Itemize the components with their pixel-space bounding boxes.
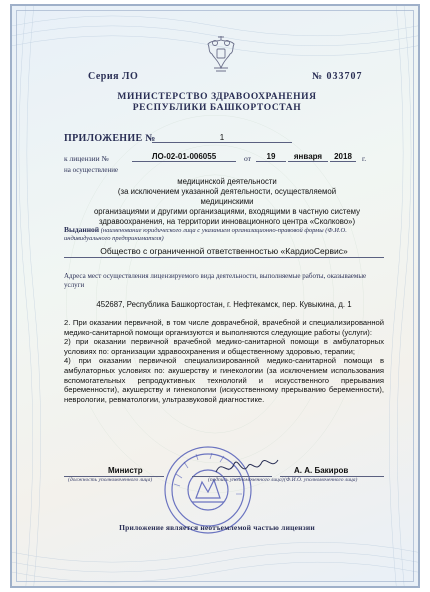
activity-description bbox=[92, 177, 362, 227]
activity-line4: здравоохранения, на территории инновационного центра «Сколково») bbox=[98, 217, 356, 226]
activity-line2: (за исключением указанной деятельности, осуществляемой медицинскими bbox=[117, 187, 337, 206]
appendix-label: ПРИЛОЖЕНИЕ № bbox=[64, 133, 156, 144]
activity-line1: медицинской деятельности bbox=[177, 177, 277, 186]
signatory-position: Министр bbox=[108, 466, 143, 475]
footer-note: Приложение является неотъемлемой частью лицензии bbox=[119, 523, 315, 532]
license-date-year: 2018 bbox=[330, 152, 356, 162]
issued-label-hint: (наименование юридического лица с указанием организационно-правовой формы (Ф.И.О. индивидуального предпринимателя) bbox=[64, 227, 347, 242]
activity-label: на осуществление bbox=[64, 166, 119, 174]
issued-to-label bbox=[64, 226, 384, 243]
organization-name: Общество с ограниченной ответственностью «КардиоСервис» bbox=[64, 246, 384, 258]
license-date-from-label: от bbox=[244, 154, 251, 163]
works-paragraph-1: 2. При оказании первичной, в том числе доврачебной, врачебной и специализированной медико-санитарной помощи организуются и выполняются следующие работы (услуги): bbox=[64, 318, 384, 337]
ministry-title-line1: МИНИСТЕРСТВО ЗДРАВООХРАНЕНИЯ bbox=[117, 92, 317, 102]
appendix-number: 1 bbox=[152, 133, 292, 143]
license-label: к лицензии № bbox=[64, 154, 109, 163]
works-paragraph-2: 2) при оказании первичной врачебной медико-санитарной помощи в амбулаторных условиях по: организации здравоохранения и общественному здоровью, терапии; bbox=[64, 337, 384, 356]
form-number: № 033707 bbox=[312, 71, 363, 82]
series-label: Серия ЛО bbox=[88, 71, 139, 82]
license-year-suffix: г. bbox=[362, 154, 367, 163]
license-date-day: 19 bbox=[256, 152, 286, 162]
issued-label-word: Выданной bbox=[64, 225, 100, 234]
ministry-title-line2: РЕСПУБЛИКИ БАШКОРТОСТАН bbox=[132, 103, 302, 113]
document-frame bbox=[10, 4, 420, 588]
address-value: 452687, Республика Башкортостан, г. Нефтекамск, пер. Кувыкина, д. 1 bbox=[96, 300, 352, 309]
coat-of-arms-icon bbox=[202, 34, 240, 76]
activity-line3: организациями и другими организациями, входящими в частную систему bbox=[93, 207, 361, 216]
ministry-title bbox=[12, 92, 420, 114]
works-paragraph-3: 4) при оказании первичной специализированной медико-санитарной помощи в амбулаторных условиях по: акушерству и гинекологии (за исключением использования вспомогательных репродуктивных технологий и искусственного прерывания беременности), акушерству и гинекологии (искусственному прерыванию беременности), неврологии, ревматологии, ультразвуковой диагностике. bbox=[64, 356, 384, 404]
address-label: Адреса мест осуществления лицензируемого вида деятельности, выполняемые работы, оказываемые услуги bbox=[64, 272, 367, 289]
license-number: ЛО-02-01-006055 bbox=[132, 152, 236, 162]
signatory-name: А. А. Бакиров bbox=[294, 466, 349, 475]
caption-name: (Ф.И.О. уполномоченного лица) bbox=[284, 477, 358, 483]
caption-position: (должность уполномоченного лица) bbox=[68, 477, 153, 483]
license-date-month: января bbox=[288, 152, 328, 162]
caption-signature: (подпись уполномоченного лица) bbox=[208, 477, 284, 483]
works-list bbox=[64, 318, 384, 404]
